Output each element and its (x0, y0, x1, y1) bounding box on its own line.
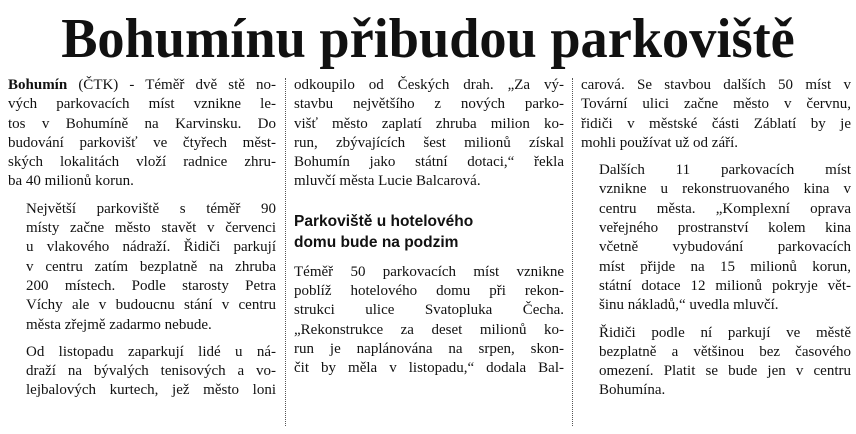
text-line: Největší parkoviště s téměř 90 (26, 200, 276, 217)
text-line: Bohumín jako státní dotaci,“ řekla (294, 154, 564, 171)
text-line: veřejného prostranství kolem kina (599, 220, 851, 237)
text-line: lejbalových kurtech, jež město loni (26, 382, 276, 399)
text-line: odkoupilo od Českých drah. „Za vý- (294, 77, 564, 93)
paragraph (294, 76, 564, 192)
text-line: strukci ulice Svatopluka Čecha. (294, 302, 564, 319)
text-line: Bohumín (ČTK) - Téměř dvě stě no- (8, 77, 277, 93)
paragraph (8, 343, 276, 401)
text-line: bezplatně a většinou bez časového (599, 343, 851, 360)
dateline: Bohumín (8, 77, 68, 93)
text-line: v centru zatím bezplatně na zhruba (26, 258, 276, 275)
headline: Bohumínu přibudou parkoviště (61, 8, 795, 70)
text-line: vznikne u rekonstruovaného kina v (599, 181, 851, 198)
text-line: státní dotace 12 milionů pokryje vět- (599, 277, 851, 294)
text-line: ských lokalitách vloží radnice zhru- (8, 154, 276, 171)
text-line: poblíž hotelového domu při rekon- (294, 283, 564, 300)
article-column-1 (8, 76, 276, 434)
text-line: Víchy ale v budoucnu stání v centru (26, 297, 276, 314)
text-line: Téměř 50 parkovacích míst vznikne (294, 263, 564, 280)
subheading-line: Parkoviště u hotelového (294, 212, 474, 230)
text-line: tos v Bohumíně na Karvinsku. Do (8, 115, 276, 132)
paragraph (8, 76, 276, 192)
paragraph (8, 200, 276, 335)
text-line: draží na bývalých tenisových a vo- (26, 363, 276, 380)
text-line: budování parkovišť ve čtyřech měst- (8, 134, 276, 151)
text-line: „Rekonstrukce za deset milionů ko- (294, 321, 564, 338)
column-divider (285, 78, 286, 426)
article-column-2 (294, 76, 564, 434)
text-line: šinu nákladů,“ uvedla mluvčí. (599, 297, 779, 314)
text-line: stavbu největšího z nových parko- (294, 96, 564, 113)
text-line: vých parkovacích míst vznikne le- (8, 96, 276, 113)
subheading-line: domu bude na podzim (294, 233, 459, 251)
paragraph (294, 263, 564, 379)
text-line: run je naplánována na srpen, skon- (294, 340, 564, 357)
subheading (294, 211, 564, 253)
text-line: 200 místech. Podle starosty Petra (26, 277, 276, 294)
paragraph (581, 161, 851, 315)
text-line: mohli používat už od září. (581, 134, 739, 151)
text-line: včetně vybudování parkovacích (599, 239, 851, 256)
text-line: mluvčí města Lucie Balcarová. (294, 173, 481, 190)
text-line: Od listopadu zaparkují lidé u ná- (26, 343, 276, 360)
paragraph (581, 76, 851, 153)
text-line: města zřejmě zadarmo nebude. (26, 316, 212, 333)
article-column-3 (581, 76, 851, 434)
text-line: Tovární ulici začne město v červnu, (581, 96, 851, 113)
text-line: run, zbývajících šest milionů získal (294, 134, 564, 151)
text-line: Dalších 11 parkovacích míst (599, 162, 851, 179)
text-line: řidiči v městské části Záblatí by je (581, 115, 851, 132)
text-line: centru města. „Komplexní oprava (599, 200, 851, 217)
text-line: u vlakového nádraží. Řidiči parkují (26, 239, 276, 256)
text-line: carová. Se stavbou dalších 50 míst v (581, 77, 851, 93)
text-line: míst přijde na 15 milionů korun, (599, 258, 851, 275)
column-divider (572, 78, 573, 426)
text-line: místy začne město stavět v červenci (26, 220, 276, 237)
paragraph (581, 324, 851, 401)
text-line: čit by měla v listopadu,“ dodala Bal- (294, 360, 564, 377)
text-line: Řidiči podle ní parkují ve městě (599, 324, 851, 341)
text-line: omezení. Platit se bude jen v centru (599, 363, 851, 380)
text-line: ba 40 milionů korun. (8, 173, 134, 190)
text-line: Bohumína. (599, 382, 666, 399)
text-line: višť město zaplatí zhruba milion ko- (294, 115, 564, 132)
